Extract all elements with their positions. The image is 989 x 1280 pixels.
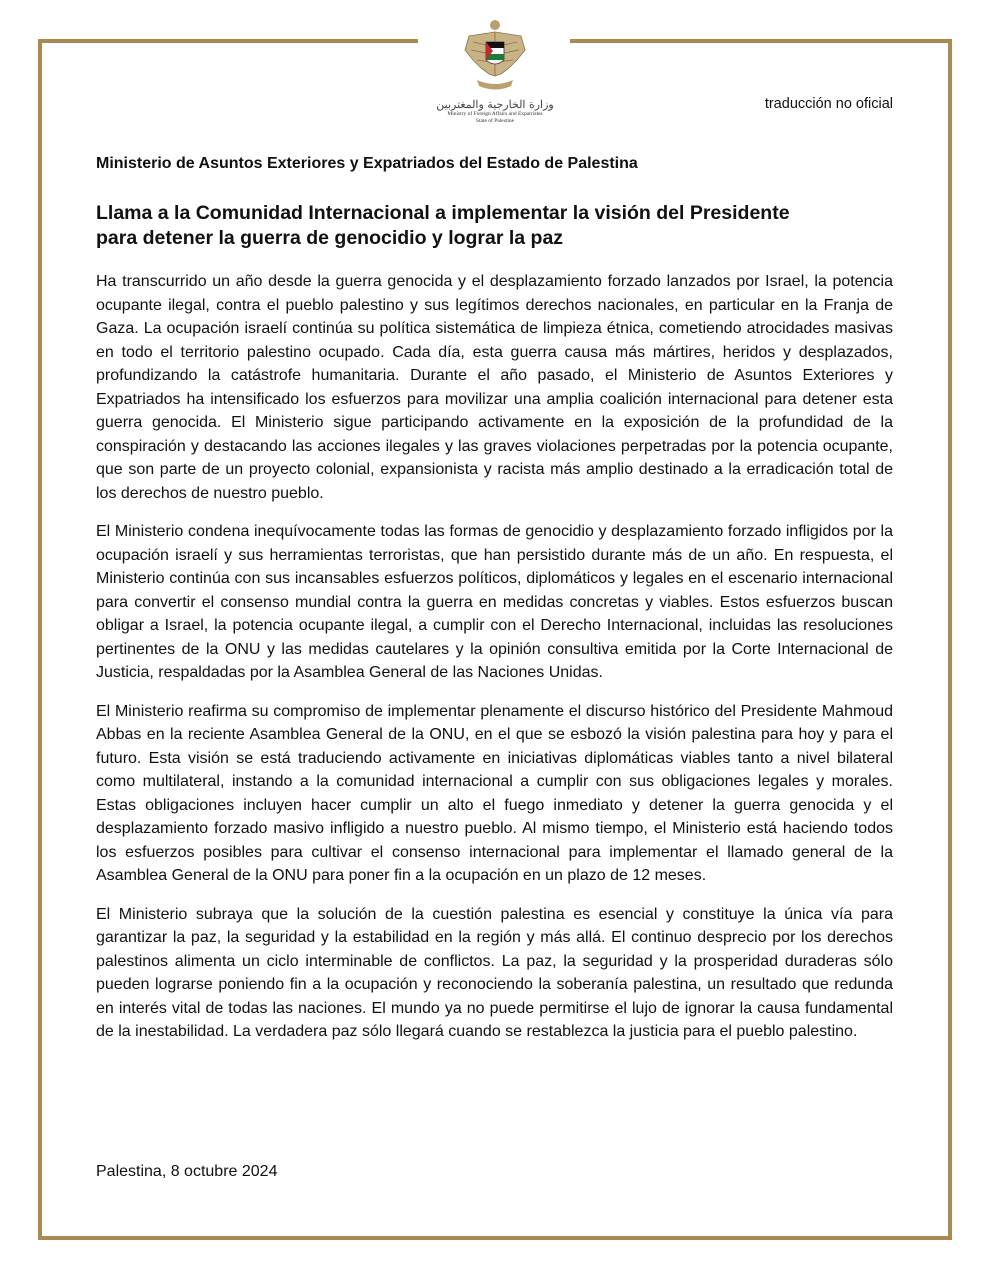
- headline-line2: para detener la guerra de genocidio y lograr la paz: [96, 227, 564, 249]
- dateline: Palestina, 8 octubre 2024: [96, 1163, 278, 1180]
- headline-line1: Llama a la Comunidad Internacional a implementar la visión del Presidente: [96, 202, 790, 224]
- paragraph-4: El Ministerio subraya que la solución de la cuestión palestina es esencial y constituye la única vía para garantizar la paz, la seguridad y la estabilidad en la región y más allá. El continuo desprecio por los derechos palestinos alimenta un ciclo interminable de conflictos. La paz, la seguridad y la prosperidad duraderas sólo pueden lograrse poniendo fin a la ocupación y reconociendo la soberanía palestina, un resultado que redunda en interés vital de todas las naciones. El mundo ya no puede permitirse el lujo de ignorar la causa fundamental de la inestabilidad. La verdadera paz sólo llegará cuando se restablezca la justicia para el pueblo palestino.: [96, 905, 893, 1040]
- paragraph-2: El Ministerio condena inequívocamente todas las formas de genocidio y desplazamiento forzado infligidos por la ocupación israelí y sus herramientas terroristas, que han persistido durante más de un año. En respuesta, el Ministerio continúa con sus incansables esfuerzos políticos, diplomáticos y legales en el escenario internacional para convertir el consenso mundial contra la guerra en medidas concretas y viables. Estos esfuerzos buscan obligar a Israel, la potencia ocupante ilegal, a cumplir con el Derecho Internacional, incluidas las resoluciones pertinentes de la ONU y las medidas cautelares y la opinión consultiva emitida por la Corte Internacional de Justicia, respaldadas por la Asamblea General de las Naciones Unidas.: [96, 523, 893, 681]
- headline: [96, 201, 896, 251]
- frame-top-left: [38, 39, 418, 43]
- unofficial-translation-label: traducción no oficial: [764, 96, 893, 112]
- logo-caption-line1: Ministry of Foreign Affairs and Expatriates: [447, 111, 543, 117]
- ministry-logo: [430, 16, 560, 146]
- logo-arabic-name: وزارة الخارجية والمغتربين: [436, 98, 554, 111]
- ministry-name: Ministerio de Asuntos Exteriores y Expatriados del Estado de Palestina: [96, 155, 638, 172]
- frame-left: [38, 39, 42, 1240]
- paragraph-3: El Ministerio reafirma su compromiso de implementar plenamente el discurso histórico del Presidente Mahmoud Abbas en la reciente Asamblea General de la ONU, en el que se esbozó la visión palestina para hoy y para el futuro. Esta visión se está traduciendo activamente en iniciativas diplomáticas viables tanto a nivel bilateral como multilateral, instando a la comunidad internacional a cumplir con sus obligaciones legales y morales. Estas obligaciones incluyen hacer cumplir un alto el fuego inmediato y detener la guerra genocida y el desplazamiento forzado masivo infligido a nuestro pueblo. Al mismo tiempo, el Ministerio está haciendo todos los esfuerzos posibles para cultivar el consenso internacional para implementar el llamado general de la Asamblea General de la ONU para poner fin a la ocupación en un plazo de 12 meses.: [96, 702, 893, 884]
- frame-top-right: [570, 39, 952, 43]
- frame-bottom: [38, 1236, 952, 1240]
- paragraph-1: Ha transcurrido un año desde la guerra genocida y el desplazamiento forzado lanzados por Israel, la potencia ocupante ilegal, contra el pueblo palestino y sus legítimos derechos nacionales, en particular en la Franja de Gaza. La ocupación israelí continúa su política sistemática de limpieza étnica, cometiendo atrocidades masivas en todo el territorio palestino ocupado. Cada día, esta guerra causa más mártires, heridos y desplazados, profundizando la catástrofe humanitaria. Durante el año pasado, el Ministerio de Asuntos Exteriores y Expatriados ha intensificado los esfuerzos para movilizar una amplia coalición internacional para detener esta guerra genocida. El Ministerio sigue participando activamente en la exposición de la profundidad de la conspiración y destacando las acciones ilegales y las graves violaciones perpetradas por la potencia ocupante, que son parte de un proyecto colonial, expansionista y racista más amplio destinado a la erradicación total de los derechos de nuestro pueblo.: [96, 273, 893, 502]
- logo-caption-line2: State of Palestine: [475, 118, 515, 124]
- body-text: [96, 270, 893, 1059]
- frame-right: [948, 39, 952, 1240]
- palestine-eagle-emblem-icon: [455, 16, 535, 96]
